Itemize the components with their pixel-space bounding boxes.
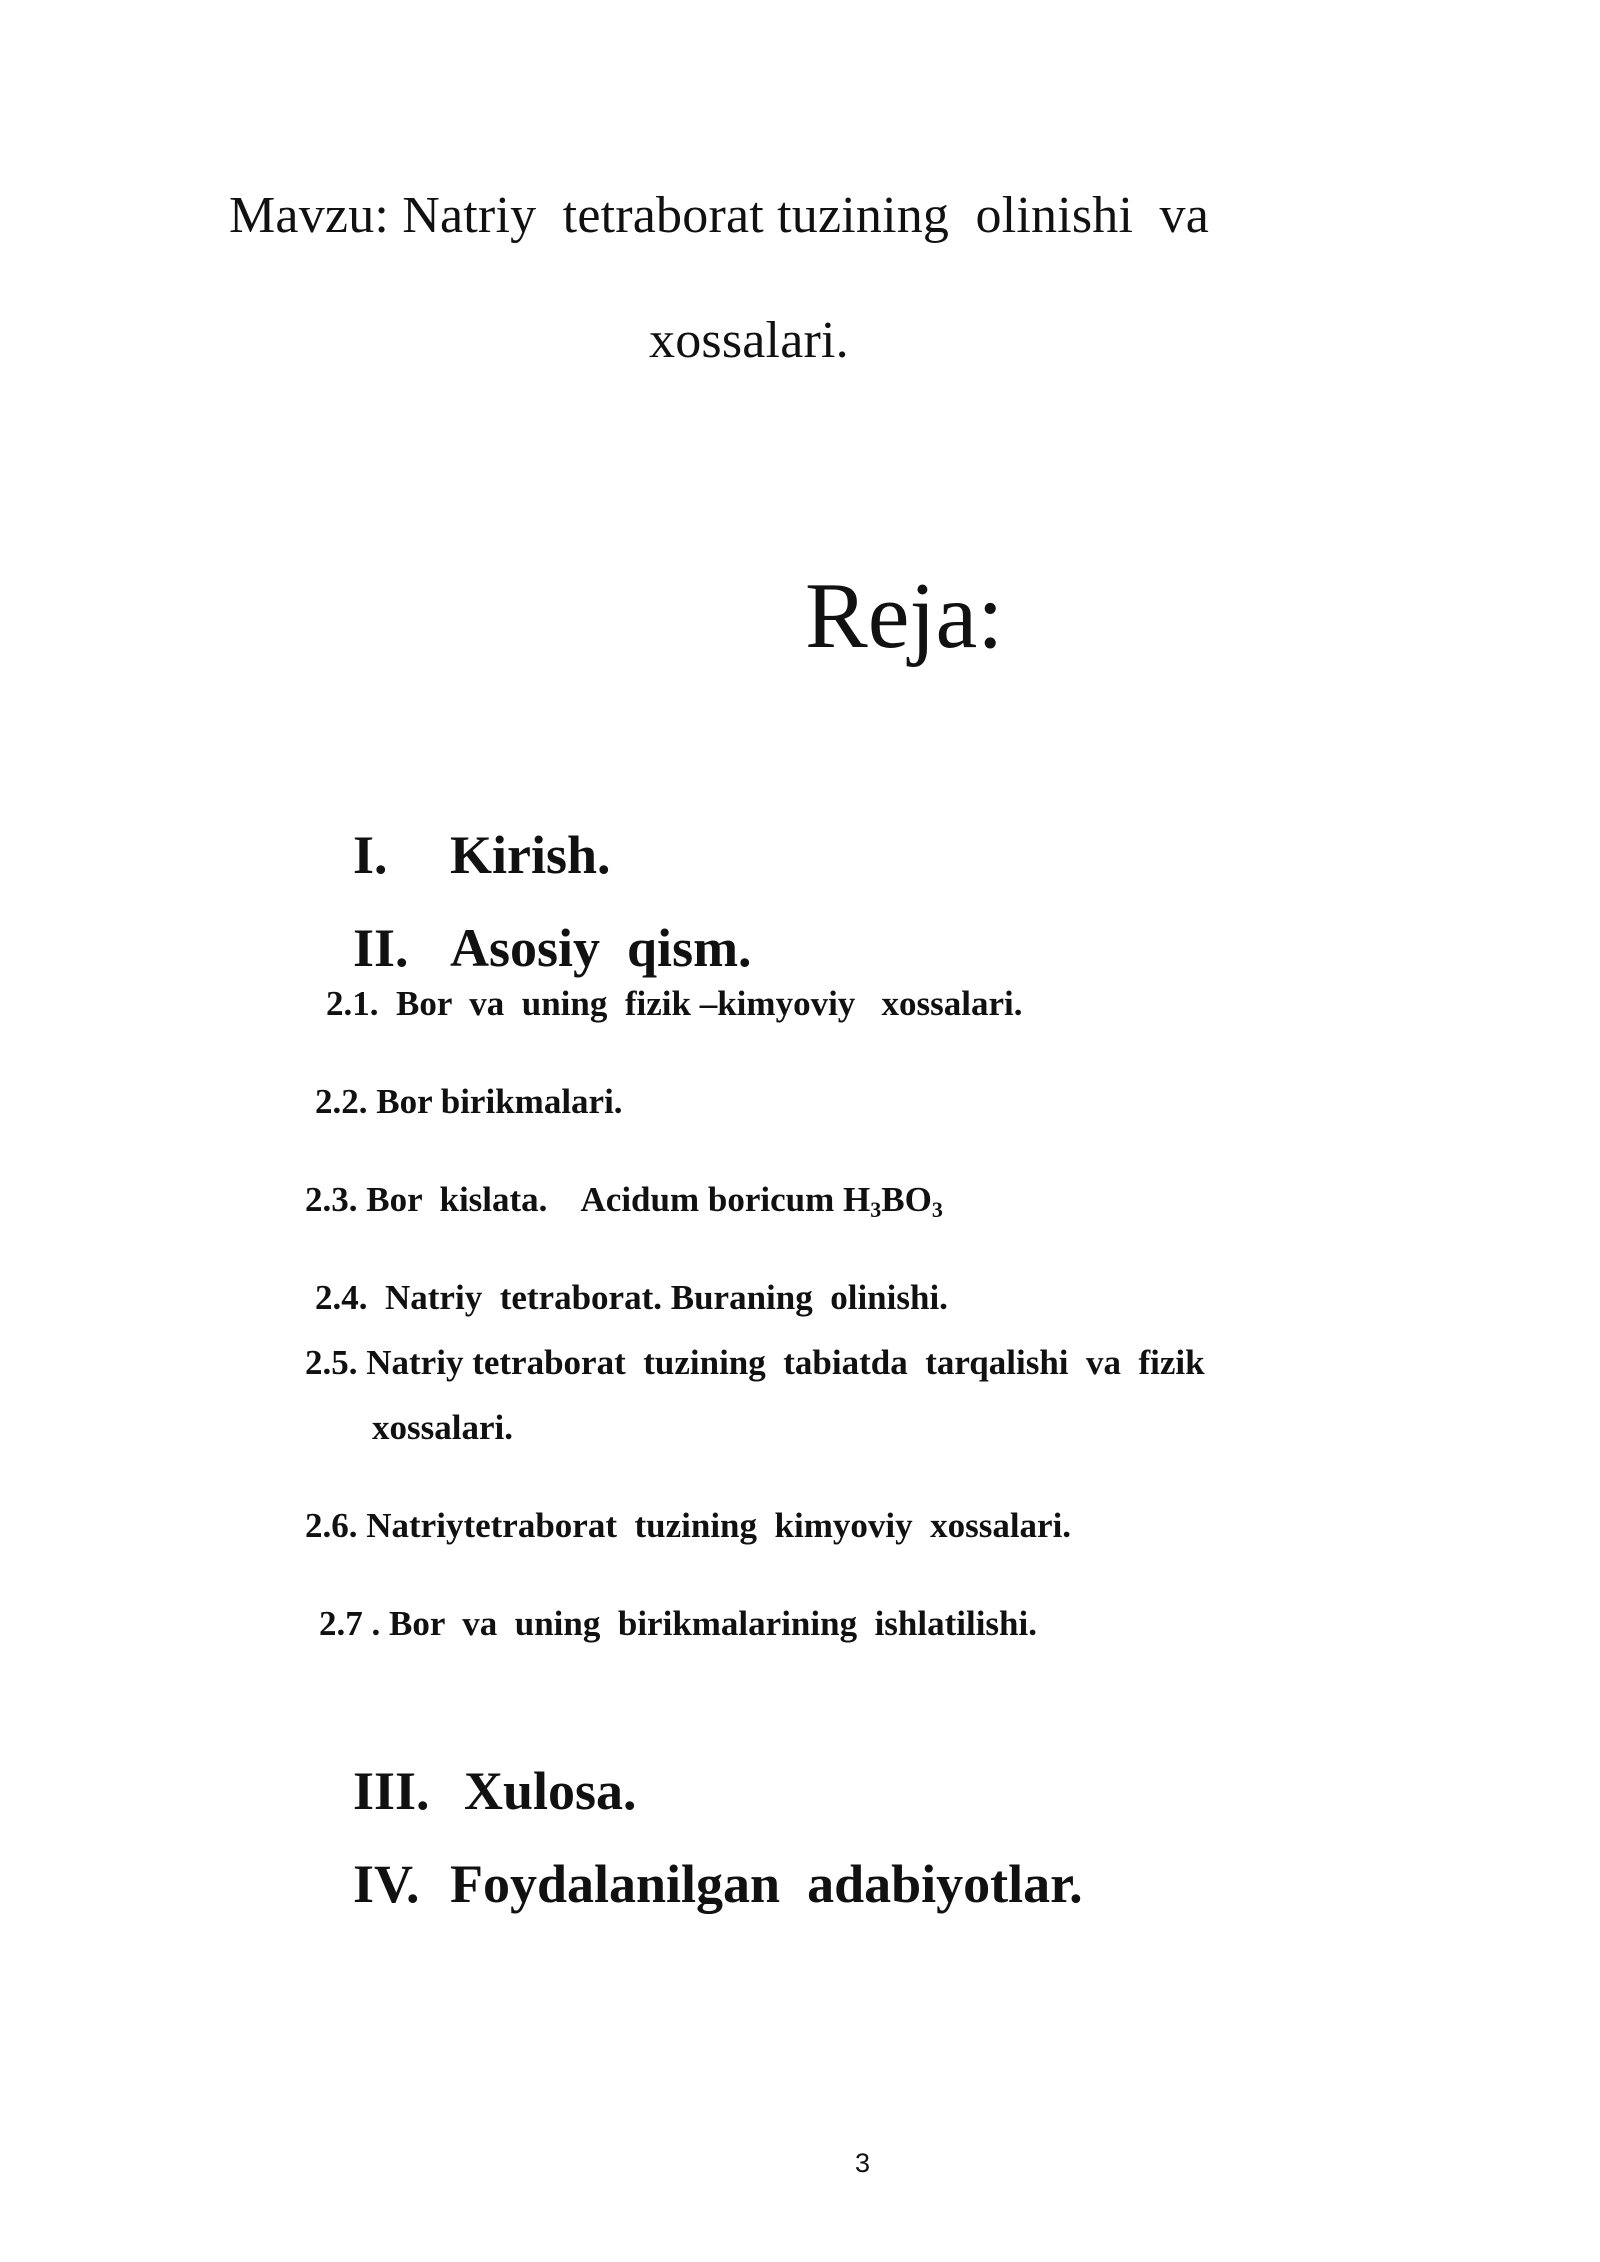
- sub-item-2-3: [305, 1180, 943, 1220]
- title-line-1: Mavzu: Natriy tetraborat tuzining olinishi va: [229, 187, 1210, 244]
- plan-heading: Reja:: [805, 564, 1004, 668]
- main-item-number: III.: [353, 1761, 430, 1821]
- sub-item-2-4: 2.4. Natriy tetraborat. Buraning olinishi.: [315, 1278, 948, 1317]
- main-item-number: II.: [353, 918, 409, 978]
- main-item-label: Foydalanilgan adabiyotlar.: [450, 1854, 1083, 1914]
- formula-part: BO: [881, 1180, 932, 1219]
- main-item-references: [326, 1791, 1083, 1915]
- sub-item-2-2: 2.2. Bor birikmalari.: [315, 1082, 623, 1121]
- main-item-number: IV.: [353, 1854, 420, 1914]
- formula-subscript: 3: [931, 1197, 943, 1222]
- sub-item-2-5-line-2: xossalari.: [372, 1408, 513, 1447]
- sub-item-2-3-text: 2.3. Bor kislata. Acidum boricum H: [305, 1180, 871, 1219]
- sub-item-2-7: 2.7 . Bor va uning birikmalarining ishlatilishi.: [319, 1604, 1037, 1643]
- sub-item-2-5-line-1: 2.5. Natriy tetraborat tuzining tabiatda tarqalishi va fizik: [305, 1343, 1205, 1382]
- main-item-label: Kirish.: [450, 825, 611, 885]
- main-item-label: Xulosa.: [464, 1761, 637, 1821]
- main-item-number: I.: [353, 825, 388, 885]
- main-item-main-part: [326, 855, 752, 979]
- page-number: 3: [855, 2148, 871, 2178]
- sub-item-2-1: 2.1. Bor va uning fizik –kimyoviy xossalari.: [326, 984, 1023, 1023]
- formula-subscript: 3: [870, 1197, 882, 1222]
- main-item-label: Asosiy qism.: [450, 918, 752, 978]
- sub-item-2-6: 2.6. Natriytetraborat tuzining kimyoviy xossalari.: [305, 1506, 1072, 1545]
- title-line-2: xossalari.: [649, 312, 849, 369]
